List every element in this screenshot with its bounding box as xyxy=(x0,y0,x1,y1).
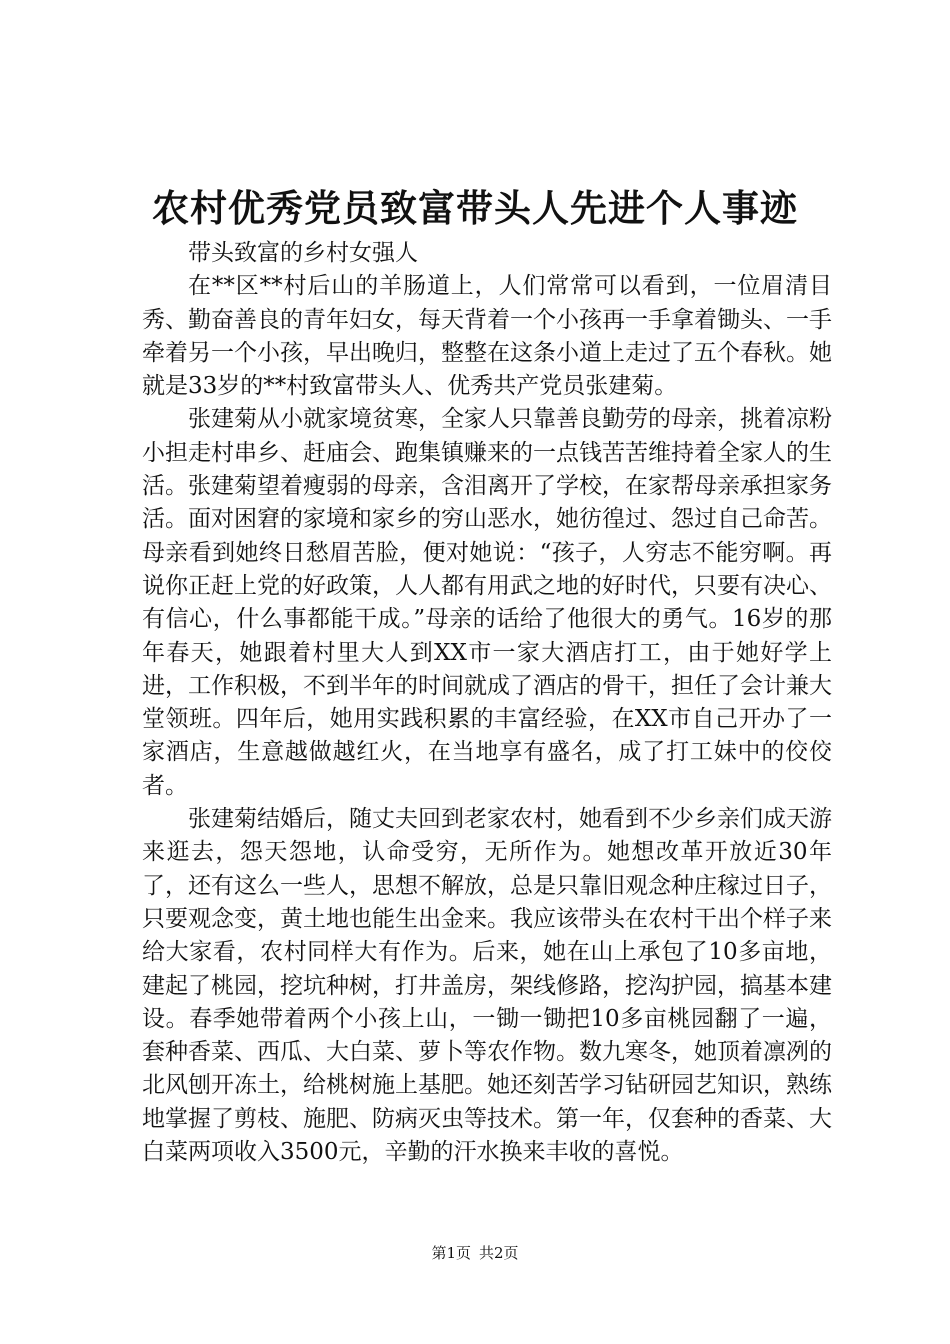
document-title: 农村优秀党员致富带头人先进个人事迹 xyxy=(152,186,798,230)
page-footer xyxy=(0,1243,950,1263)
page-total: 共2页 xyxy=(479,1244,519,1262)
paragraph-1: 在**区**村后山的羊肠道上，人们常常可以看到，一位眉清目秀、勤奋善良的青年妇女，每天背着一个小孩再一手拿着锄头、一手牵着另一个小孩，早出晚归，整整在这条小道上走过了五个春秋。她就是33岁的**村致富带头人、优秀共产党员张建菊。 xyxy=(142,273,832,400)
paragraph-2: 张建菊从小就家境贫寒，全家人只靠善良勤劳的母亲，挑着凉粉小担走村串乡、赶庙会、跑集镇赚来的一点钱苦苦维持着全家人的生活。张建菊望着瘦弱的母亲，含泪离开了学校，在家帮母亲承担家务活。面对困窘的家境和家乡的穷山恶水，她彷徨过、怨过自己命苦。母亲看到她终日愁眉苦脸，便对她说：“孩子，人穷志不能穷啊。再说你正赶上党的好政策，人人都有用武之地的好时代，只要有决心、有信心，什么事都能干成。”母亲的话给了他很大的勇气。16岁的那年春天，她跟着村里大人到XX市一家大酒店打工，由于她好学上进，工作积极，不到半年的时间就成了酒店的骨干，担任了会计兼大堂领班。四年后，她用实践积累的丰富经验，在XX市自己开办了一家酒店，生意越做越红火，在当地享有盛名，成了打工妹中的佼佼者。 xyxy=(142,406,832,799)
paragraph-3: 张建菊结婚后，随丈夫回到老家农村，她看到不少乡亲们成天游来逛去，怨天怨地，认命受穷，无所作为。她想改革开放近30年了，还有这么一些人，思想不解放，总是只靠旧观念种庄稼过日子，只要观念变，黄土地也能生出金来。我应该带头在农村干出个样子来给大家看，农村同样大有作为。后来，她在山上承包了10多亩地，建起了桃园，挖坑种树，打井盖房，架线修路，挖沟护园，搞基本建设。春季她带着两个小孩上山，一锄一锄把10多亩桃园翻了一遍，套种香菜、西瓜、大白菜、萝卜等农作物。数九寒冬，她顶着凛冽的北风刨开冻土，给桃树施上基肥。她还刻苦学习钻研园艺知识，熟练地掌握了剪枝、施肥、防病灭虫等技术。第一年，仅套种的香菜、大白菜两项收入3500元，辛勤的汗水换来丰收的喜悦。 xyxy=(142,806,832,1166)
document-body xyxy=(142,237,832,1169)
document-subtitle: 带头致富的乡村女强人 xyxy=(188,240,418,266)
page-number: 第1页 xyxy=(431,1244,471,1262)
